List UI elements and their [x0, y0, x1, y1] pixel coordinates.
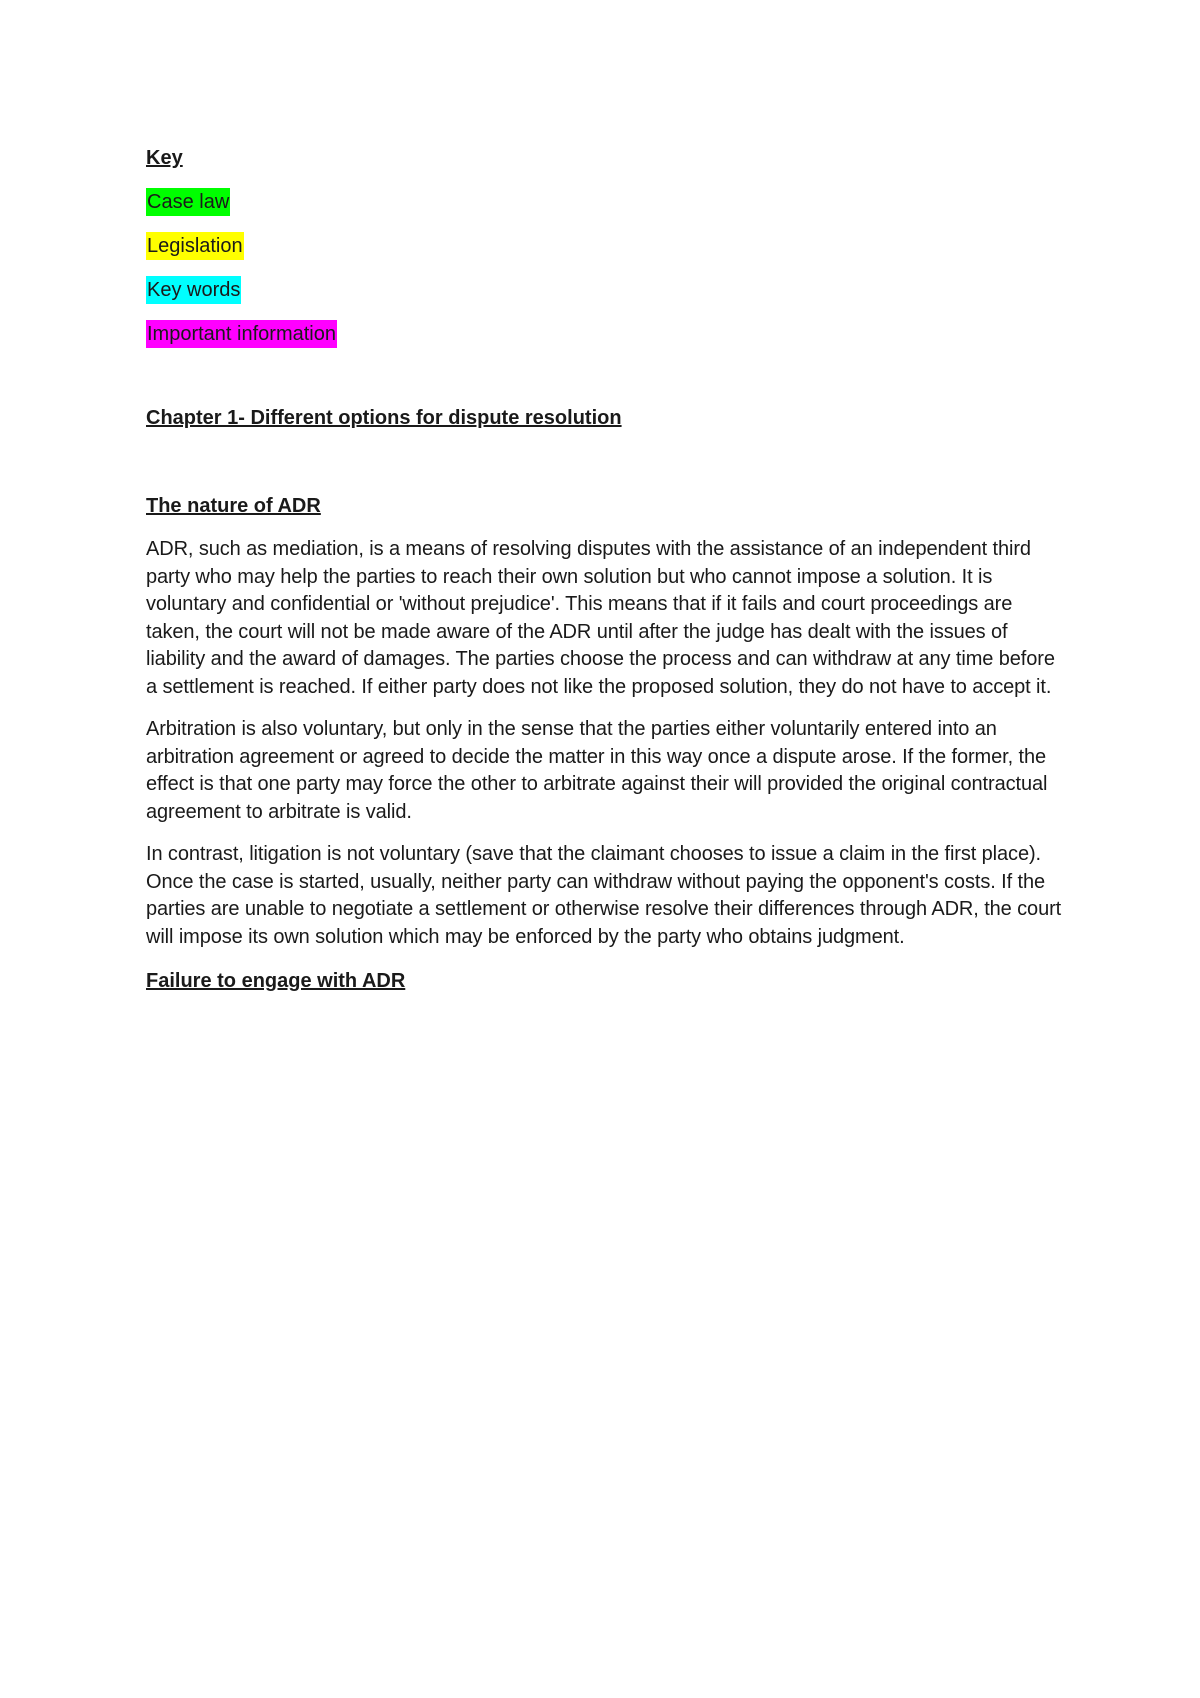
key-item-important-information: [146, 320, 1071, 348]
section-heading-failure-to-engage: Failure to engage with ADR: [146, 970, 406, 992]
paragraph-litigation: In contrast, litigation is not voluntary (save that the claimant chooses to issue a claim in the first place). Once the case is started, usually, neither party can withdraw without paying the opponent's costs. If the parties are unable to negotiate a settlement or otherwise resolve their differences through ADR, the court will impose its own solution which may be enforced by the party who obtains judgment.: [146, 843, 1062, 948]
key-title: Key: [146, 147, 183, 169]
document-page: [146, 144, 1071, 995]
key-label-case-law: Case law: [146, 188, 230, 216]
paragraph-arbitration: Arbitration is also voluntary, but only in the sense that the parties either voluntarily entered into an arbitration agreement or agreed to decide the matter in this way once a dispute arose. If the former, the effect is that one party may force the other to arbitrate against their will provided the original contractual agreement to arbitrate is valid.: [146, 718, 1048, 823]
key-item-legislation: [146, 232, 1071, 260]
chapter-title: Chapter 1- Different options for dispute resolution: [146, 407, 622, 429]
key-item-case-law: [146, 188, 1071, 216]
key-label-legislation: Legislation: [146, 232, 244, 260]
key-label-important-information: Important information: [146, 320, 337, 348]
key-label-key-words: Key words: [146, 276, 241, 304]
paragraph-adr-mediation: ADR, such as mediation, is a means of resolving disputes with the assistance of an independent third party who may help the parties to reach their own solution but who cannot impose a solution. It is voluntary and confidential or 'without prejudice'. This means that if it fails and court proceedings are taken, the court will not be made aware of the ADR until after the judge has dealt with the issues of liability and the award of damages. The parties choose the process and can withdraw at any time before a settlement is reached. If either party does not like the proposed solution, they do not have to accept it.: [146, 538, 1055, 698]
key-item-key-words: [146, 276, 1071, 304]
section-heading-nature-of-adr: The nature of ADR: [146, 495, 321, 517]
